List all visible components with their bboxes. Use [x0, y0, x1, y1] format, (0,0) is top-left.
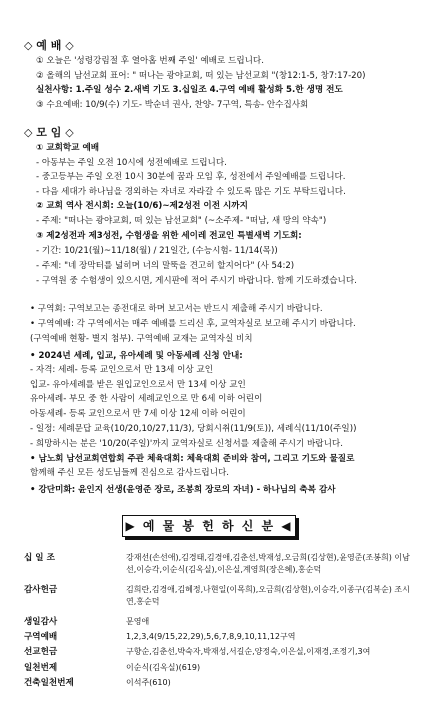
notice-item: • 구역예배: 각 구역에서는 매주 예배를 드리신 후, 교역자실로 보고해 주시기 바랍니다. — [30, 319, 356, 329]
worship-item: ③ 수요예배: 10/9(수) 기도- 박순녀 권사, 찬양- 7구역, 특송- 안수집사회 — [36, 100, 309, 110]
notice-item: - 일정: 세례문답 교육(10/20,10/27,11/3), 당회시취(11/9(토)), 세례식(11/10(주일)) — [30, 424, 357, 434]
gathering-heading: ◇ 모 임 ◇ — [24, 126, 74, 139]
notice-item: 아동세례- 등록 교인으로서 만 7세 이상 12세 이하 어린이 — [30, 409, 246, 419]
offering-names: 이순식(김옥실)(619) — [126, 663, 201, 672]
gathering-item: ② 교회 역사 전시회: 오늘(10/6)~제2성전 이전 시까지 — [36, 201, 248, 211]
offering-names: 강재선(손선애),김경태,김경애,김춘선,박재성,오금희(김상현),윤영준(조봉희) 이남선,이승각,이순식(김옥실),이은실,계영희(장은혜),홍순덕 — [126, 553, 410, 575]
notice-item: • 남노회 남선교회연합회 주관 체육대회: 체육대회 준비와 참여, 그리고 기도와 물질로 — [30, 454, 355, 464]
offering-label: 생일감사 — [24, 617, 58, 627]
notice-item: 함께해 주신 모든 성도님들께 진심으로 감사드립니다. — [30, 468, 230, 478]
gathering-item: - 기간: 10/21(월)~11/18(월) / 21일간, (수능시험- 11/14(목)) — [36, 246, 278, 256]
offering-banner: ▶ 예 물 봉 헌 하 신 분 ◀ — [122, 515, 296, 537]
gathering-item: - 다음 세대가 하나님을 경외하는 자녀로 자라갈 수 있도록 많은 기도 부탁드립니다. — [36, 187, 346, 197]
offering-label: 일천번제 — [24, 663, 58, 673]
gathering-item: - 구역원 중 수험생이 있으시면, 게시판에 적어 주시기 바랍니다. 함께 기도하겠습니다. — [36, 276, 357, 286]
worship-item: ② 올해의 남선교회 표어: " 떠나는 광야교회, 떠 있는 남선교회 "(창12:1-5, 창7:17-20) — [36, 71, 366, 81]
notice-item: 유아세례- 부모 중 한 사람이 세례교인으로 만 6세 이하 어린이 — [30, 394, 263, 404]
offering-names: 1,2,3,4(9/15,22,29),5,6,7,8,9,10,11,12구역 — [126, 632, 296, 641]
worship-heading: ◇ 예 배 ◇ — [24, 39, 74, 52]
offering-label: 건축일천번제 — [24, 678, 74, 688]
gathering-item: ③ 제2성전과 제3성전, 수험생을 위한 세이레 전교인 특별새벽 기도회: — [36, 231, 302, 241]
gathering-item: - 주제: "네 장막터를 넓히며 너의 말뚝을 견고히 할지어다" (사 54:2) — [36, 261, 295, 271]
worship-item: 실천사항: 1.주일 성수 2.새벽 기도 3.십일조 4.구역 예배 활성화 5.한 생명 전도 — [36, 85, 343, 95]
notice-item: - 희망하시는 분은 '10/20(주일)'까지 교역자실로 신청서를 제출해 주시기 바랍니다. — [30, 439, 343, 449]
notice-item: • 구역회: 구역보고는 종전대로 하며 보고서는 반드시 제출해 주시기 바랍니다. — [30, 304, 323, 314]
gathering-item: - 주제: "떠나는 광야교회, 떠 있는 남선교회" (~소주제- "떠남, 새 땅의 약속") — [36, 216, 327, 226]
gathering-item: - 중고등부는 주일 오전 10시 30분에 꿈과 모임 후, 성전에서 주일예배를 드립니다. — [36, 172, 346, 182]
offering-label: 구역예배 — [24, 632, 58, 642]
notice-item: - 자격: 세례- 등록 교인으로서 만 13세 이상 교인 — [30, 365, 214, 375]
offering-label: 십 일 조 — [24, 553, 55, 563]
offering-names: 구향순,김춘선,박숙자,박재성,서길순,양정숙,이은실,이재경,조정기,3여 — [126, 647, 371, 656]
offering-label: 선교헌금 — [24, 647, 58, 657]
offering-label: 감사헌금 — [24, 585, 58, 595]
offering-names: 이석주(610) — [126, 678, 171, 687]
notice-item: • 2024년 세례, 입교, 유아세례 및 아동세례 신청 안내: — [30, 351, 243, 361]
worship-item: ① 오늘은 '성령강림절 후 열아홉 번째 주일' 예배로 드립니다. — [36, 56, 264, 66]
offering-names: 김희란,김경애,김혜정,나현일(이목희),오금희(김상현),이승각,이종구(김복순) 조시연,홍순덕 — [126, 585, 410, 607]
notice-item: (구역예배 현황- 별지 첨부). 구역예배 교재는 교역자실 비치 — [30, 334, 253, 344]
offering-names: 문영애 — [126, 617, 150, 626]
notice-item: • 강단미화: 윤인지 선생(윤영준 장로, 조봉희 장로의 자녀) - 하나님의 축복 감사 — [30, 485, 336, 495]
gathering-item: - 아동부는 주일 오전 10시에 성전예배로 드립니다. — [36, 158, 227, 168]
gathering-item: ① 교회학교 예배 — [36, 143, 100, 153]
notice-item: 입교- 유아세례를 받은 원입교인으로서 만 13세 이상 교인 — [30, 380, 246, 390]
